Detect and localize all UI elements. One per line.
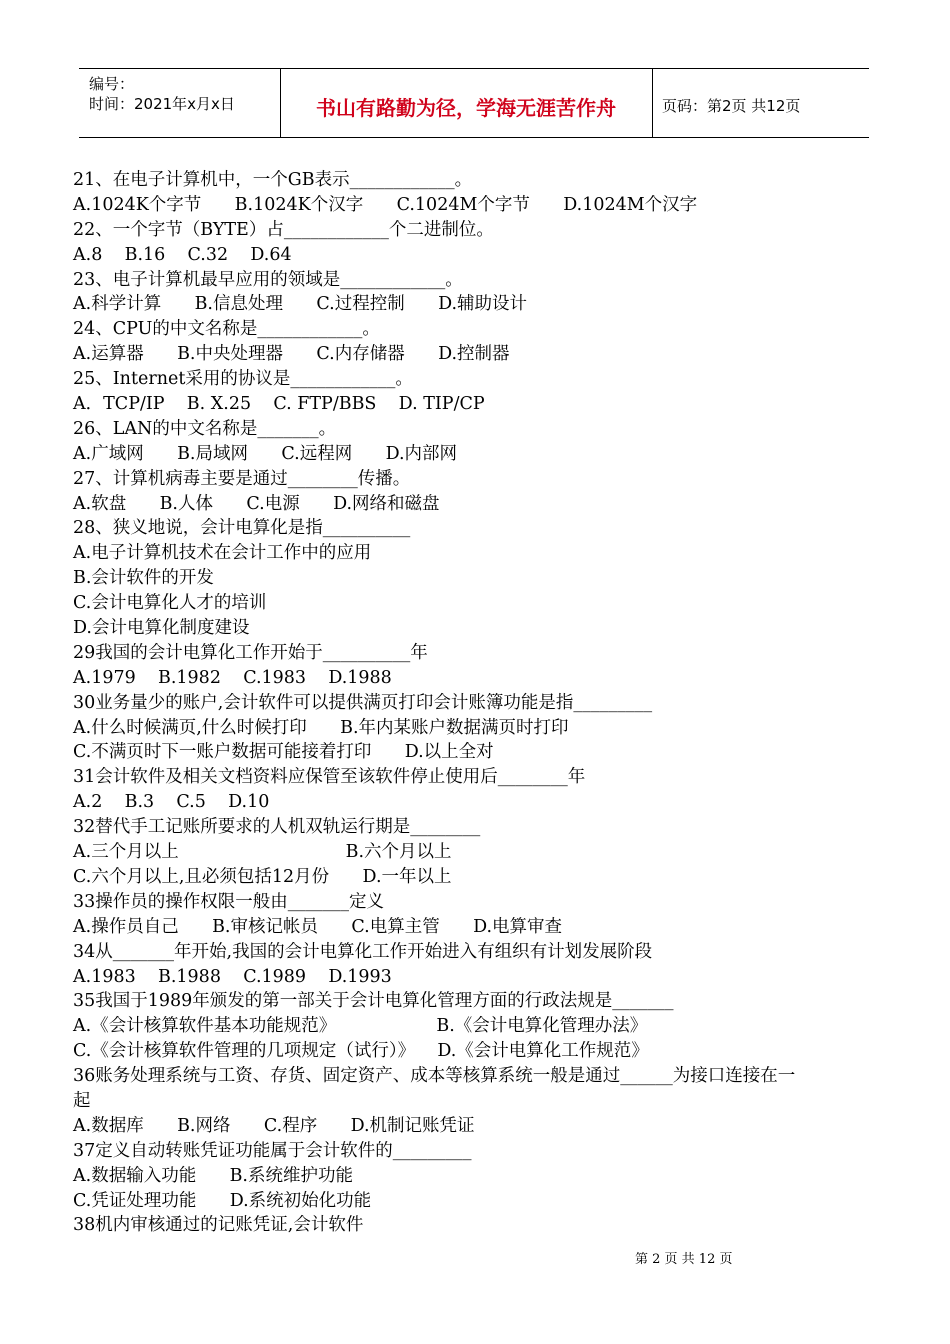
text-line: 38机内审核通过的记账凭证,会计软件 [73,1215,364,1236]
header-page-cell [652,69,869,137]
page-footer: 第 2 页 共 12 页 [635,1252,733,1267]
text-line: A.科学计算 B.信息处理 C.过程控制 D.辅助设计 [73,294,528,315]
text-line: 起 [73,1090,91,1111]
header-page-info: 页码：第2页 共12页 [662,97,801,115]
text-line: A.三个月以上 B.六个月以上 [73,842,452,863]
text-line: 36账务处理系统与工资、存货、固定资产、成本等核算系统一般是通过______为接口连接在一 [73,1066,796,1087]
text-line: C.不满页时下一账户数据可能接着打印 D.以上全对 [73,742,494,763]
text-line: 28、狭义地说，会计电算化是指__________ [73,518,411,539]
text-line: 22、一个字节（BYTE）占____________个二进制位。 [73,219,494,240]
text-line: 37定义自动转账凭证功能属于会计软件的_________ [73,1140,472,1161]
text-line: 25、Internet采用的协议是____________。 [73,369,413,390]
text-line: 34从_______年开始,我国的会计电算化工作开始进入有组织有计划发展阶段 [73,941,653,962]
text-line: A.2 B.3 C.5 D.10 [73,792,270,813]
text-line: A.操作员自己 B.审核记帐员 C.电算主管 D.电算审查 [73,916,563,937]
text-line: C.会计电算化人才的培训 [73,593,267,614]
header-meta-cell [79,69,281,137]
text-line: A.《会计核算软件基本功能规范》 B.《会计电算化管理办法》 [73,1016,648,1037]
text-line: D.会计电算化制度建设 [73,618,250,639]
text-line: 21、在电子计算机中，一个GB表示____________。 [73,170,473,190]
text-line: A.电子计算机技术在会计工作中的应用 [73,543,372,564]
page-header [79,68,869,138]
doc-date-label: 时间：2021年x月x日 [89,95,235,113]
text-line: A.数据输入功能 B.系统维护功能 [73,1165,353,1186]
doc-code-label: 编号： [89,75,135,93]
text-line: B.会计软件的开发 [73,568,214,589]
text-line: 35我国于1989年颁发的第一部关于会计电算化管理方面的行政法规是_______ [73,991,674,1012]
text-line: A.软盘 B.人体 C.电源 D.网络和磁盘 [73,493,440,514]
text-line: C.凭证处理功能 D.系统初始化功能 [73,1190,372,1211]
text-line: A.什么时候满页,什么时候打印 B.年内某账户数据满页时打印 [73,717,569,738]
text-line: C.《会计核算软件管理的几项规定（试行）》 D.《会计电算化工作规范》 [73,1041,649,1062]
text-line: 23、电子计算机最早应用的领域是____________。 [73,269,463,290]
text-line: A．TCP/IP B. X.25 C. FTP/BBS D. TIP/CP [73,394,485,415]
text-line: A.8 B.16 C.32 D.64 [73,244,292,265]
question-body [73,168,883,1238]
text-line: A.广域网 B.局域网 C.远程网 D.内部网 [73,443,458,464]
text-line: 32替代手工记账所要求的人机双轨运行期是________ [73,817,481,838]
text-line: 27、计算机病毒主要是通过________传播。 [73,468,411,489]
text-line: C.六个月以上,且必须包括12月份 D.一年以上 [73,866,452,887]
text-line: 31会计软件及相关文档资料应保管至该软件停止使用后________年 [73,767,586,788]
header-motto-cell [280,69,653,137]
text-line: A.运算器 B.中央处理器 C.内存储器 D.控制器 [73,344,510,365]
text-line: A.数据库 B.网络 C.程序 D.机制记账凭证 [73,1115,475,1136]
text-line: 33操作员的操作权限一般由_______定义 [73,891,385,912]
text-line: A.1979 B.1982 C.1983 D.1988 [73,667,392,688]
text-line: 24、CPU的中文名称是____________。 [73,319,380,340]
header-motto: 书山有路勤为径，学海无涯苦作舟 [316,96,616,120]
text-line: 29我国的会计电算化工作开始于__________年 [73,642,428,663]
text-line: A.1024K个字节 B.1024K个汉字 C.1024M个字节 D.1024M个汉字 [73,194,698,215]
text-line: A.1983 B.1988 C.1989 D.1993 [73,966,392,987]
text-line: 30业务量少的账户,会计软件可以提供满页打印会计账簿功能是指_________ [73,692,653,713]
text-line: 26、LAN的中文名称是_______。 [73,418,337,439]
